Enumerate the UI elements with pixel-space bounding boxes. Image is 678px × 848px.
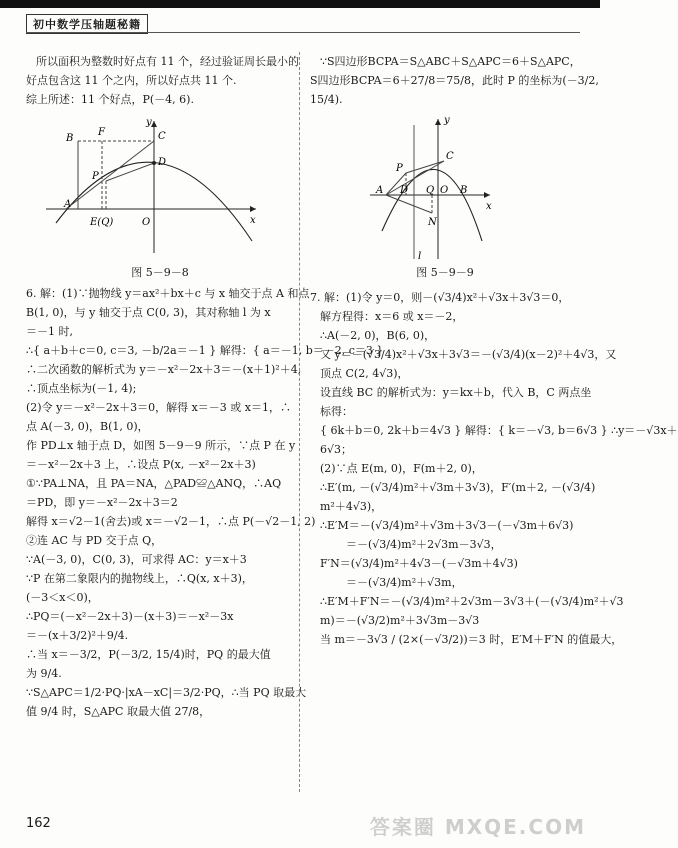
text-line: ＝－(x＋3/2)²＋9/4. [26,629,129,642]
text-line: (－3＜x＜0)， [26,591,99,604]
text-line: ∵S△APC＝1/2·PQ·|xA－xC|＝3/2·PQ，∴当 PQ 取最大 [26,686,307,699]
text-line: ∴{ a＋b＋c＝0, c＝3, －b/2a＝－1 } 解得：{ a＝－1, b＝－2, c＝3 } [26,344,384,357]
text-line: 综上所述：11 个好点，P(－4, 6). [26,93,194,106]
problem-6-continued [310,52,599,109]
label-D: D [158,157,167,168]
label-B: B [66,133,74,144]
text-line: ∴E′M＋F′N＝－(√3/4)m²＋2√3m－3√3＋(－(√3/4)m²＋√3 [320,595,624,608]
text-line: m)＝－(√3/2)m²＋3√3m－3√3 [320,614,480,627]
book-title: 初中数学压轴题秘籍 [26,14,148,34]
text-line: 当 m＝－3√3 / (2×(－√3/2))＝3 时，E′M＋F′N 的值最大， [320,633,623,646]
label-EQ: E(Q) [90,217,114,228]
text-line: B(1, 0)，与 y 轴交于点 C(0, 3)，其对称轴 l 为 x [26,306,271,319]
text-line: ∴A(－2, 0)，B(6, 0)， [320,329,436,342]
page-number: 162 [26,816,51,831]
right-column [310,52,678,649]
text-line: 解得 x＝√2－1(舍去)或 x＝－√2－1，∴点 P(－√2－1, 2) [26,515,316,528]
text-line: ＝－1 时, [26,325,73,338]
text-line: ∴E′M＝－(√3/4)m²＋√3m＋3√3－(－√3m＋6√3) [320,519,574,532]
text-line: ①∵PA⊥NA，且 PA＝NA，△PAD≌△ANQ，∴AQ [26,477,282,490]
text-line: ②连 AC 与 PD 交于点 Q， [26,534,163,547]
column-divider [299,52,300,792]
label-x: x [250,215,256,226]
text-line: ∵S四边形BCPA＝S△ABC＋S△APC＝6＋S△APC， [320,55,581,68]
text-line: ＝－x²－2x＋3 上，∴设点 P(x, －x²－2x＋3) [26,458,256,471]
label-y: y [444,115,450,126]
text-line: ＝PD，即 y＝－x²－2x＋3＝2 [26,496,178,509]
text-line: 设直线 BC 的解析式为：y＝kx＋b，代入 B，C 两点坐 [320,386,592,399]
parabola-diagram-2 [310,113,580,263]
text-line: 7. 解：(1)令 y＝0，则－(√3/4)x²＋√3x＋3√3＝0， [310,291,570,304]
watermark-logo: 答案圈 MXQE.COM [369,815,586,839]
text-line: ＝－(√3/4)m²＋√3m， [346,576,463,589]
label-O: O [142,217,151,228]
text-line: { 6k＋b＝0, 2k＋b＝4√3 } 解得：{ k＝－√3, b＝6√3 } ∴y＝－√3x＋ [320,424,678,437]
label-P: P [396,163,403,174]
text-line: (2)∵点 E(m, 0)，F(m＋2, 0)， [320,462,483,475]
text-line: ∵P 在第二象限内的抛物线上，∴Q(x, x＋3)， [26,572,253,585]
text-line: 15/4). [310,93,343,106]
text-line: 6√3； [320,443,353,456]
text-line: 点 A(－3, 0)，B(1, 0)， [26,420,149,433]
text-line: F′N＝(√3/4)m²＋4√3－(－√3m＋4√3) [320,557,518,570]
text-line: 所以面积为整数时好点有 11 个，经过验证周长最小的 [36,55,299,68]
label-l: l [418,251,422,262]
figure-caption: 图 5－9－8 [131,266,189,279]
label-F: F [98,127,105,138]
label-P: P [92,171,99,182]
text-line: (2)令 y＝－x²－2x＋3＝0，解得 x＝－3 或 x＝1，∴ [26,401,291,414]
text-line: ∴二次函数的解析式为 y＝－x²－2x＋3＝－(x＋1)²＋4, [26,363,302,376]
text-line: 为 9/4. [26,667,62,680]
text-line: 6. 解：(1)∵抛物线 y＝ax²＋bx＋c 与 x 轴交于点 A 和点 [26,287,310,300]
header-divider [26,32,580,33]
text-line: 又 y＝－(√3/4)x²＋√3x＋3√3＝－(√3/4)(x－2)²＋4√3，又 [320,348,617,361]
figure-5-9-9 [310,113,580,263]
text-line: ∴PQ＝(－x²－2x＋3)－(x＋3)＝－x²－3x [26,610,234,623]
label-C: C [446,151,454,162]
text-line: ∴E′(m, －(√3/4)m²＋√3m＋3√3)，F′(m＋2, －(√3/4) [320,481,596,494]
text-line: 值 9/4 时，S△APC 取最大值 27/8， [26,705,211,718]
label-x: x [486,201,492,212]
label-A: A [376,185,384,196]
intro-text [26,52,299,109]
text-line: S四边形BCPA＝6＋27/8＝75/8，此时 P 的坐标为(－3/2, [310,74,599,87]
label-O: O [440,185,449,196]
top-bar [0,0,600,8]
label-B: B [460,185,468,196]
text-line: m²＋4√3)， [320,500,383,513]
label-Q: Q [426,185,435,196]
label-D: D [400,185,409,196]
text-line: ＝－(√3/4)m²＋2√3m－3√3， [346,538,502,551]
label-y: y [146,117,152,128]
text-line: ∵A(－3, 0)，C(0, 3)，可求得 AC：y＝x＋3 [26,553,247,566]
label-N: N [428,217,437,228]
problem-7 [310,288,678,649]
figure-caption: 图 5－9－9 [416,266,474,279]
label-C: C [158,131,166,142]
text-line: ∴顶点坐标为(－1, 4); [26,382,137,395]
label-A: A [64,199,72,210]
text-line: 解方程得：x＝6 或 x＝－2， [320,310,464,323]
text-line: 好点包含这 11 个之内，所以好点共 11 个. [26,74,237,87]
figure-5-9-8 [26,113,294,263]
text-line: ∴当 x＝－3/2，P(－3/2, 15/4)时，PQ 的最大值 [26,648,271,661]
text-line: 作 PD⊥x 轴于点 D，如图 5－9－9 所示，∵点 P 在 y [26,439,296,452]
text-line: 标得： [320,405,353,418]
text-line: 顶点 C(2, 4√3)， [320,367,409,380]
parabola-diagram-1 [26,113,294,263]
